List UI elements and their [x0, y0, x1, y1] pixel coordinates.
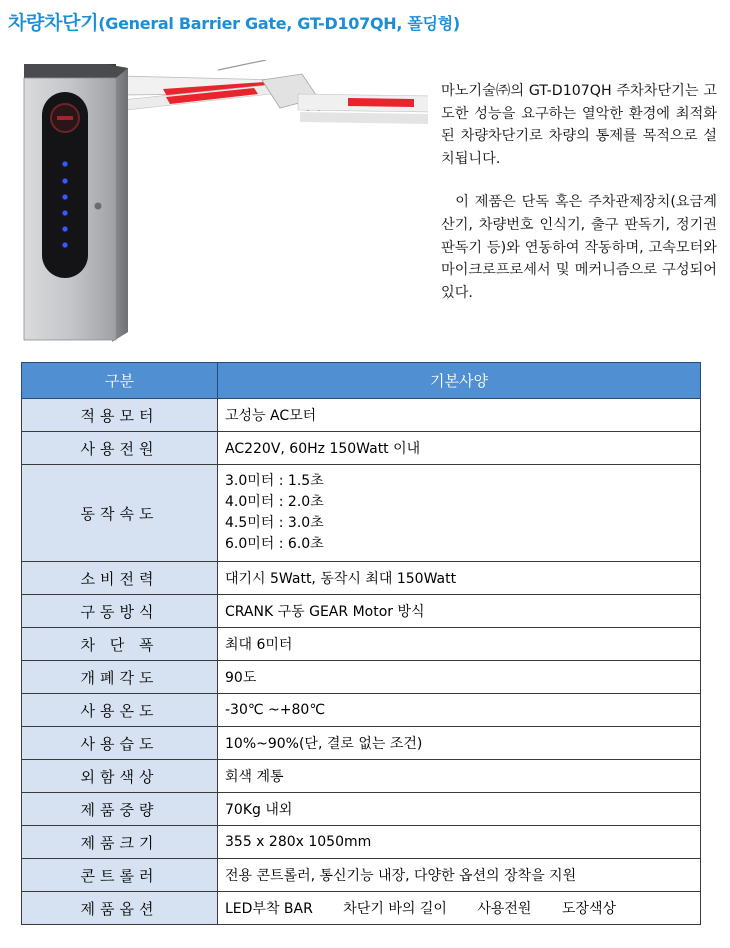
row-label: 제품중량: [22, 793, 218, 826]
option-item: 도장색상: [561, 901, 616, 917]
row-label: 사용습도: [22, 727, 218, 760]
page-title: [8, 8, 460, 35]
speed-line: 3.0미터 : 1.5초: [225, 473, 324, 489]
row-label: 사용전원: [22, 432, 218, 465]
row-value: 전용 콘트롤러, 통신기능 내장, 다양한 옵션의 장착을 지원: [218, 859, 701, 892]
barrier-arm: [120, 60, 428, 124]
row-label: 외함색상: [22, 760, 218, 793]
row-value: -30℃ ~+80℃: [218, 694, 701, 727]
spec-header-row: [22, 363, 701, 399]
spec-row-weight: [22, 793, 701, 826]
row-label: 개폐각도: [22, 661, 218, 694]
row-label: 콘트롤러: [22, 859, 218, 892]
spec-row-width: [22, 628, 701, 661]
spec-row-angle: [22, 661, 701, 694]
title-subtitle: (General Barrier Gate, GT-D107QH, 폴딩형): [98, 14, 460, 33]
row-label: 적용모터: [22, 399, 218, 432]
row-value: CRANK 구동 GEAR Motor 방식: [218, 595, 701, 628]
header-spec: 기본사양: [218, 363, 701, 399]
spec-row-size: [22, 826, 701, 859]
description-paragraph-1: 마노기술㈜의 GT-D107QH 주차차단기는 고도한 성능을 요구하는 열악한 환경에 최적화된 차량차단기로 차량의 통제를 목적으로 설치됩니다.: [441, 83, 717, 167]
spec-row-humidity: [22, 727, 701, 760]
option-item: 차단기 바의 길이: [343, 901, 447, 917]
spec-row-controller: [22, 859, 701, 892]
row-label: 구동방식: [22, 595, 218, 628]
row-label: 동작속도: [22, 465, 218, 562]
product-description: [441, 80, 717, 304]
row-value: [218, 465, 701, 562]
title-main: 차량차단기: [8, 12, 99, 34]
row-value: [218, 892, 701, 925]
row-label: 제품옵션: [22, 892, 218, 925]
row-label: 사용온도: [22, 694, 218, 727]
barrier-gate-illustration: [18, 60, 428, 342]
row-value: 90도: [218, 661, 701, 694]
row-label: 소비전력: [22, 562, 218, 595]
row-value: 회색 계통: [218, 760, 701, 793]
row-value: 70Kg 내외: [218, 793, 701, 826]
spec-row-power-supply: [22, 432, 701, 465]
spec-row-motor: [22, 399, 701, 432]
header-category: 구분: [22, 363, 218, 399]
spec-row-drive: [22, 595, 701, 628]
option-item: 사용전원: [477, 901, 532, 917]
row-value: 10%~90%(단, 결로 없는 조건): [218, 727, 701, 760]
row-label: 제품크기: [22, 826, 218, 859]
spec-row-temperature: [22, 694, 701, 727]
row-label: 차 단 폭: [22, 628, 218, 661]
row-value: 대기시 5Watt, 동작시 최대 150Watt: [218, 562, 701, 595]
row-value: 355 x 280x 1050mm: [218, 826, 701, 859]
row-value: 고성능 AC모터: [218, 399, 701, 432]
spec-row-color: [22, 760, 701, 793]
speed-line: 4.5미터 : 3.0초: [225, 515, 324, 531]
row-value: AC220V, 60Hz 150Watt 이내: [218, 432, 701, 465]
description-paragraph-2: 이 제품은 단독 혹은 주차관제장치(요금계산기, 차량번호 인식기, 출구 판독기, 정기권 판독기 등)와 연동하여 작동하며, 고속모터와 마이크로프로세서 및 메커니즘으로 구성되어 있다.: [441, 194, 717, 301]
row-value: 최대 6미터: [218, 628, 701, 661]
speed-line: 6.0미터 : 6.0초: [225, 536, 324, 552]
barrier-cabinet: [24, 64, 128, 342]
option-item: LED부착 BAR: [225, 901, 313, 917]
speed-line: 4.0미터 : 2.0초: [225, 494, 324, 510]
spec-row-speed: [22, 465, 701, 562]
spec-row-options: [22, 892, 701, 925]
spec-row-consumption: [22, 562, 701, 595]
spec-table: [21, 362, 701, 925]
